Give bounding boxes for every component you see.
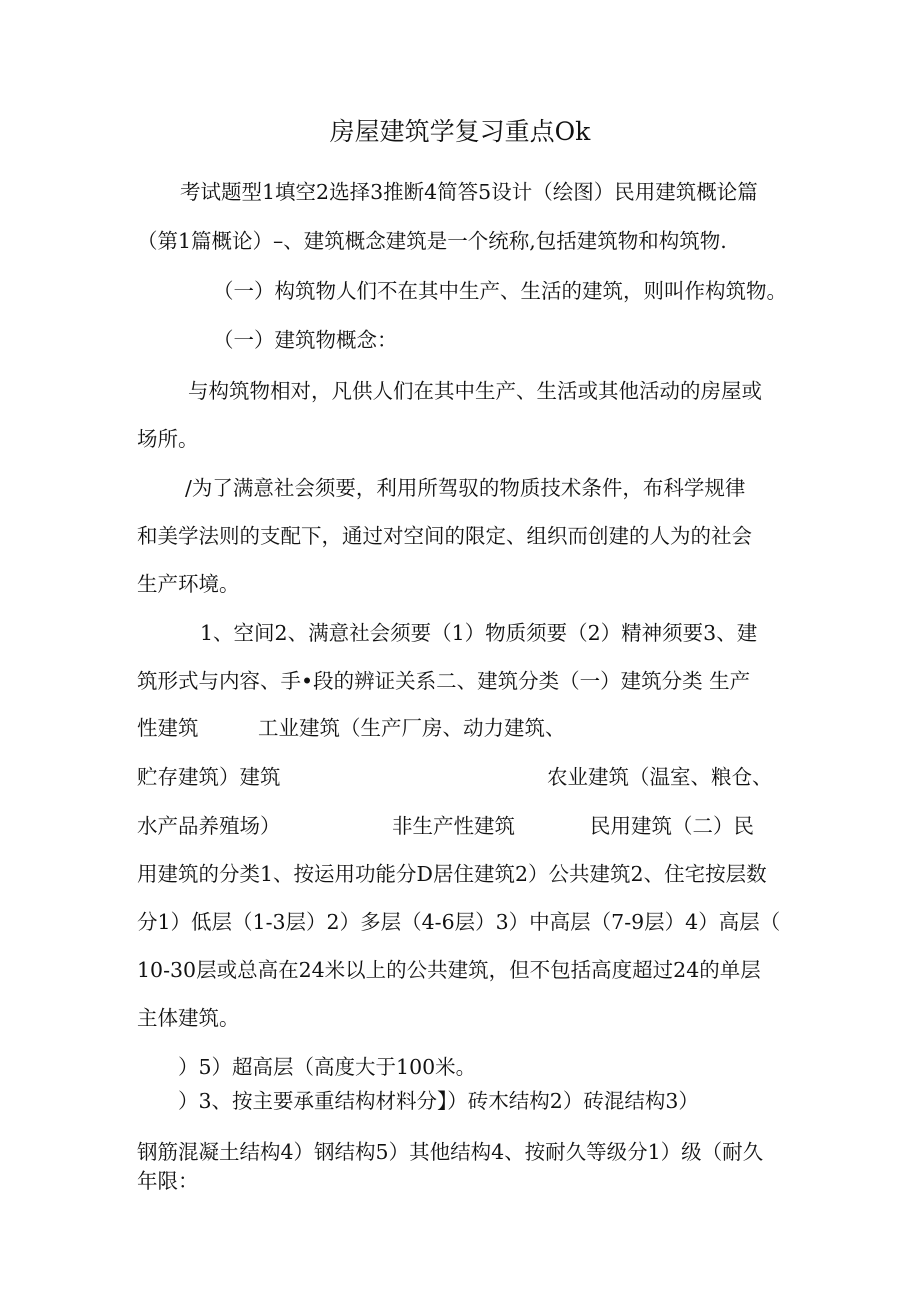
paragraph-classification-line-6: 用建筑的分类1、按运用功能分D居住建筑2）公共建筑2、住宅按层数 [137,862,767,886]
paragraph-durability-line-1: 钢筋混凝土结构4）钢结构5）其他结构4、按耐久等级分1）级（耐久 [137,1140,764,1164]
paragraph-building-concept-heading: （一）建筑物概念： [213,328,398,352]
paragraph-classification-line-1: 1、空间2、满意社会须要（1）物质须要（2）精神须要3、建 [200,621,758,645]
paragraph-exam-types-line-1: 考试题型1填空2选择3推断4简答5设计（绘图）民用建筑概论篇 [180,180,758,204]
classification-line-3-right: 工业建筑（生产厂房、动力建筑、 [258,716,566,740]
paragraph-structure-definition: （一）构筑物人们不在其中生产、生活的建筑，则叫作构筑物。 [213,279,787,303]
classification-line-4-right: 农业建筑（温室、粮仓、 [547,765,773,789]
page-title: 房屋建筑学复习重点Ok [329,117,591,146]
paragraph-classification-line-2: 筑形式与内容、手•段的辨证关系二、建筑分类（一）建筑分类 生产 [137,669,751,693]
paragraph-exam-types-line-2: （第1篇概论）–、建筑概念建筑是一个统称,包括建筑物和构筑物. [137,229,727,253]
classification-line-3-left: 性建筑 [137,716,199,740]
paragraph-classification-line-8: 10-30层或总高在24米以上的公共建筑，但不包括高度超过24的单层 [137,958,761,982]
classification-line-5-right: 民用建筑（二）民 [590,814,754,838]
paragraph-social-needs-line-1: /为了满意社会须要，利用所驾驭的物质技术条件，布科学规律 [185,476,746,500]
paragraph-super-high-rise: ）5）超高层（高度大于100米。 [178,1055,477,1079]
paragraph-classification-line-7: 分1）低层（1-3层）2）多层（4-6层）3）中高层（7-9层）4）高层（ [137,910,781,934]
classification-line-5-middle: 非生产性建筑 [392,814,515,838]
paragraph-social-needs-line-2: 和美学法则的支配下，通过对空间的限定、组织而创建的人为的社会 [137,524,752,548]
paragraph-durability-line-2: 年限： [137,1169,199,1193]
classification-line-4-left: 贮存建筑）建筑 [137,765,281,789]
paragraph-classification-line-9: 主体建筑。 [137,1006,240,1030]
classification-line-5-left: 水产品养殖场） [137,814,281,838]
paragraph-building-definition-line-1: 与构筑物相对，凡供人们在其中生产、生活或其他活动的房屋或 [188,379,762,403]
paragraph-social-needs-line-3: 生产环境。 [137,572,240,596]
paragraph-structure-material: ）3、按主要承重结构材料分】）砖木结构2）砖混结构3） [178,1089,699,1113]
paragraph-building-definition-line-2: 场所。 [137,427,199,451]
